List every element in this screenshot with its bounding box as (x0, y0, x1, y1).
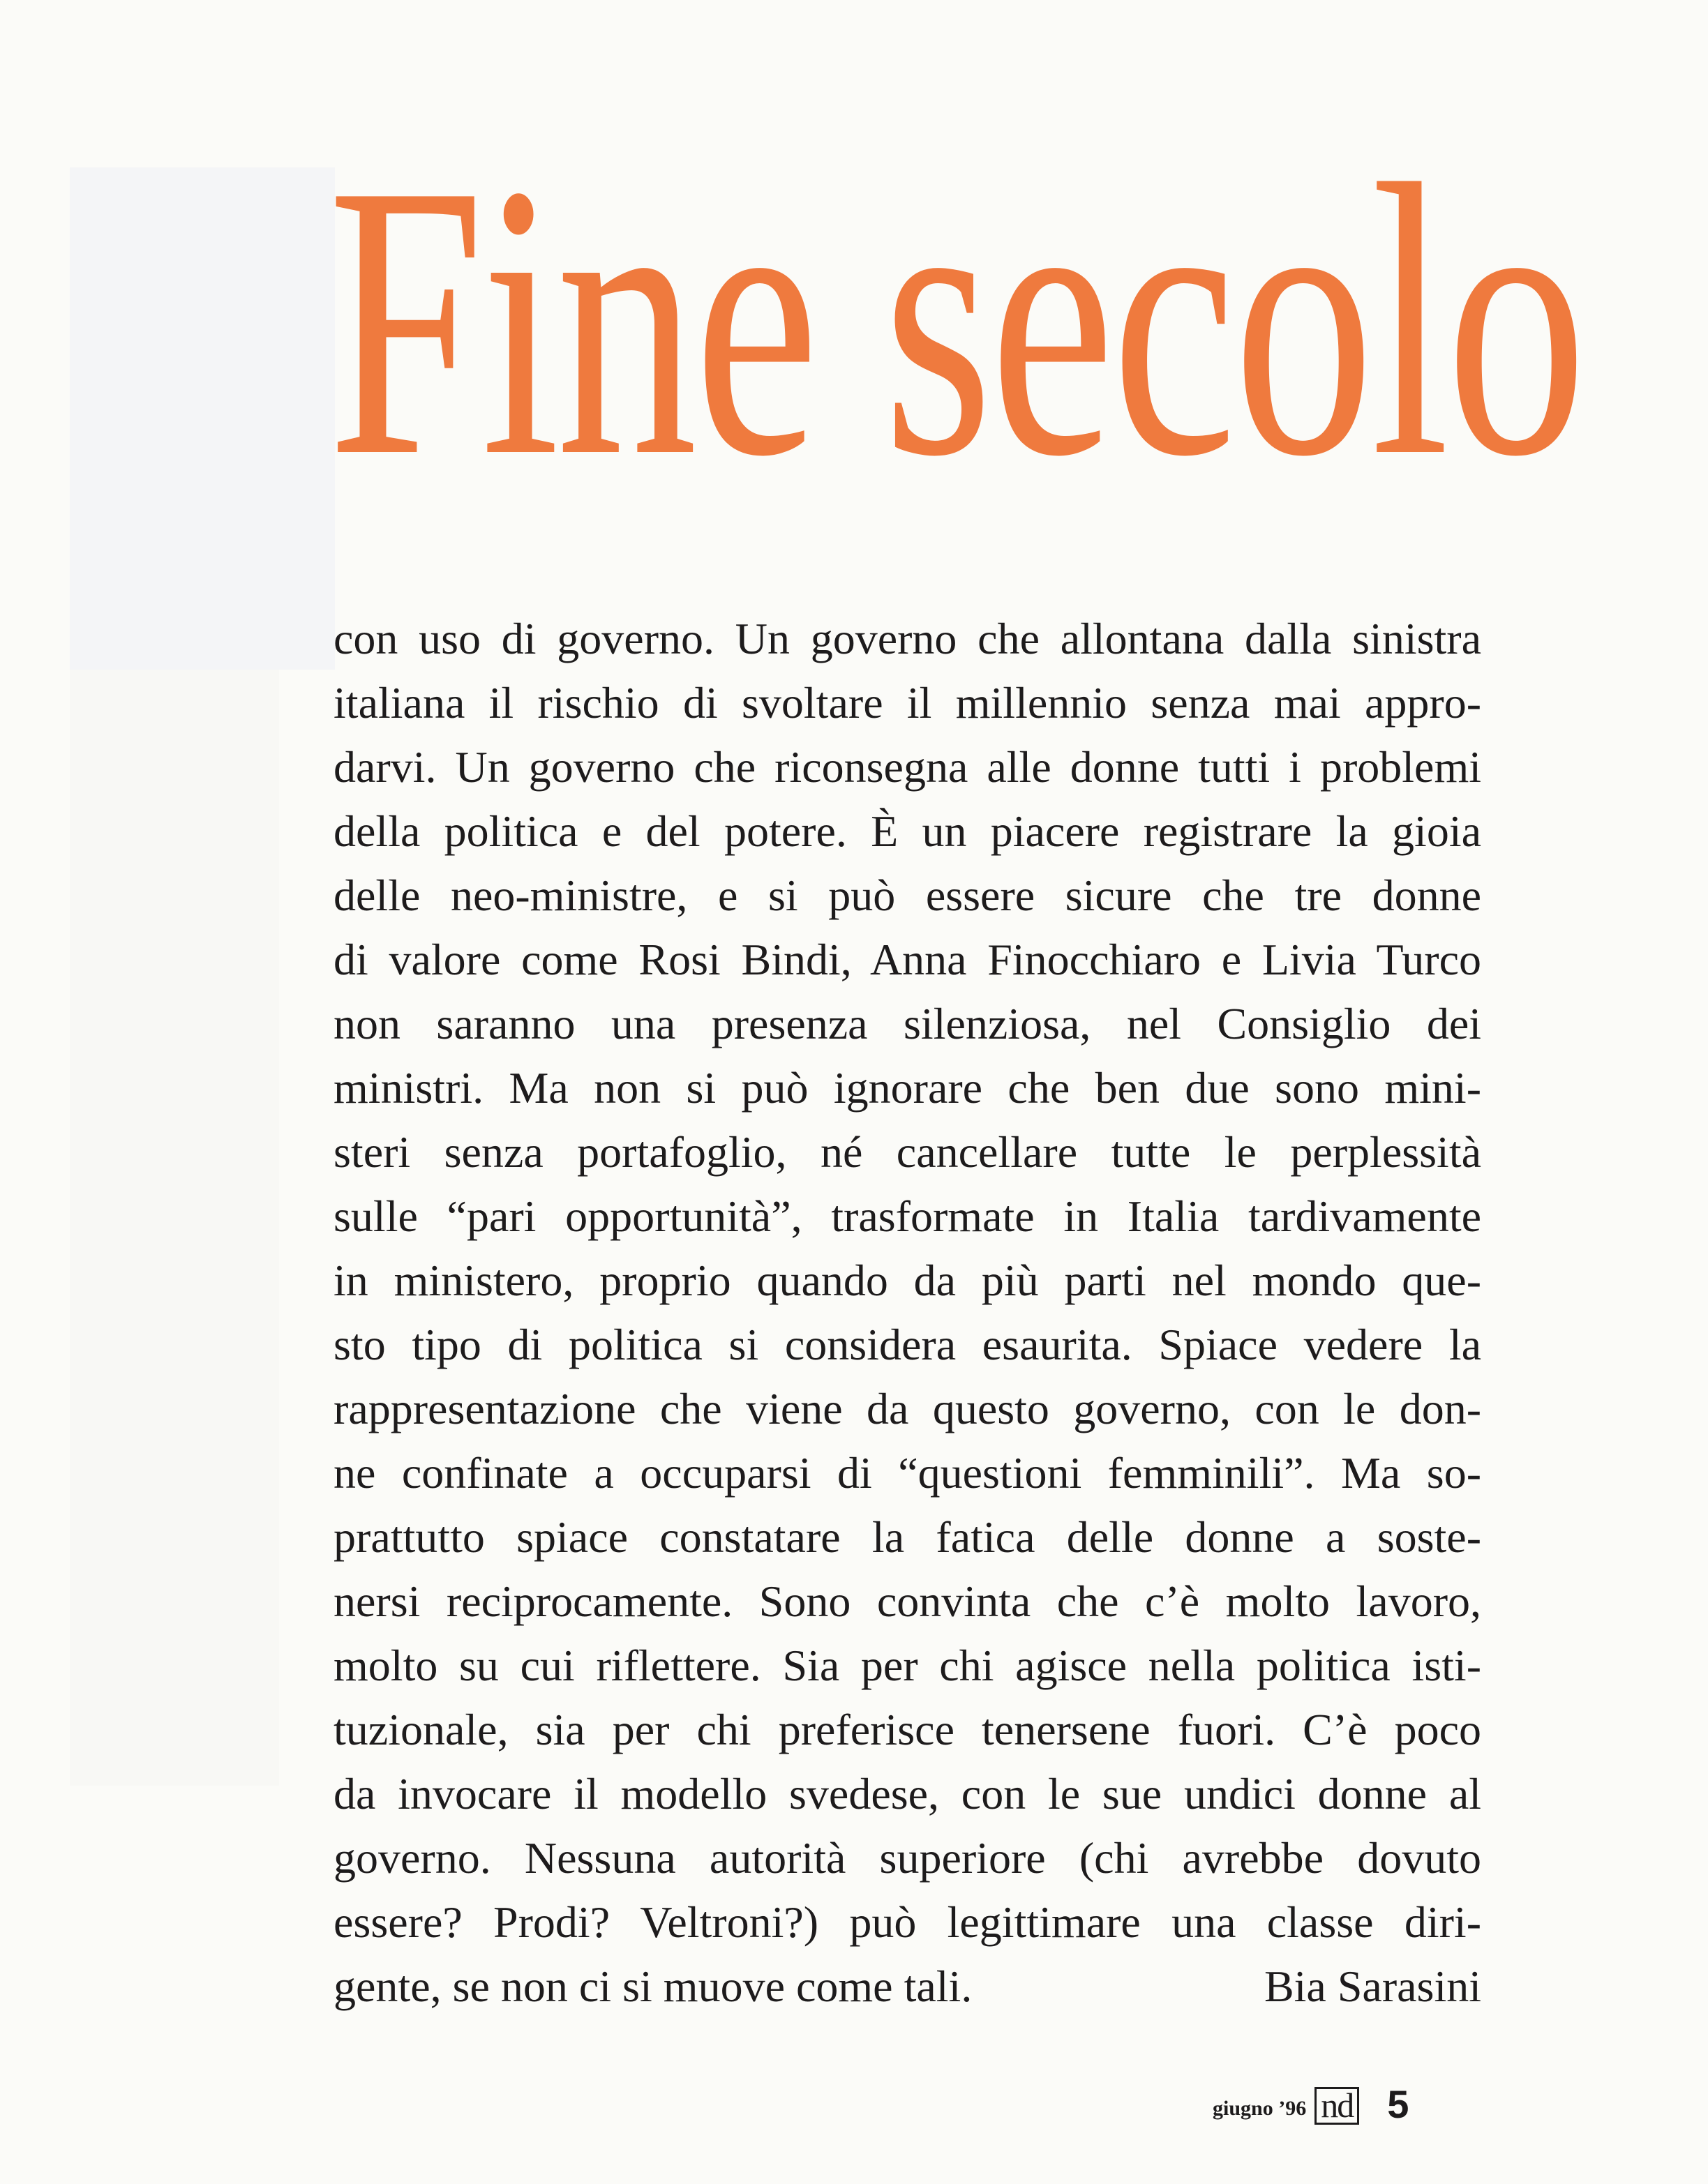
scan-bleed-shading (70, 167, 335, 670)
page-footer (1213, 2076, 1409, 2125)
article-line: in ministero, proprio quando da più parti nel mondo que- (334, 1256, 1481, 1305)
article-line: non saranno una presenza silenziosa, nel Consiglio dei (334, 999, 1481, 1048)
article-line: con uso di governo. Un governo che allontana dalla sinistra (334, 614, 1481, 663)
article-last-line (334, 1955, 1481, 2019)
article-line: steri senza portafoglio, né cancellare tutte le perplessità (334, 1127, 1481, 1177)
article-line: delle neo-ministre, e si può essere sicure che tre donne (334, 871, 1481, 920)
issue-date: giugno ’96 (1213, 2097, 1307, 2120)
article-line: di valore come Rosi Bindi, Anna Finocchiaro e Livia Turco (334, 935, 1481, 984)
article-line: molto su cui riflettere. Sia per chi agisce nella politica isti- (334, 1641, 1481, 1690)
scan-bleed-shading-lower (70, 670, 279, 1786)
article-line: essere? Prodi? Veltroni?) può legittimare una classe diri- (334, 1897, 1481, 1947)
magazine-logo: nd (1314, 2087, 1359, 2125)
article-line: tuzionale, sia per chi preferisce tenersene fuori. C’è poco (334, 1705, 1481, 1754)
article-line: governo. Nessuna autorità superiore (chi avrebbe dovuto (334, 1833, 1481, 1883)
article-line: nersi reciprocamente. Sono convinta che c’è molto lavoro, (334, 1576, 1481, 1626)
article-closing-text: gente, se non ci si muove come tali. (334, 1961, 973, 2011)
article-line: sulle “pari opportunità”, trasformate in Italia tardivamente (334, 1191, 1481, 1241)
article-line: italiana il rischio di svoltare il millennio senza mai appro- (334, 678, 1481, 728)
article-line: ne confinate a occuparsi di “questioni femminili”. Ma so- (334, 1448, 1481, 1498)
article-line: della politica e del potere. È un piacere registrare la gioia (334, 806, 1481, 856)
article-line: darvi. Un governo che riconsegna alle donne tutti i problemi (334, 742, 1481, 792)
article-body (334, 607, 1481, 2019)
author-signature: Bia Sarasini (1264, 1961, 1481, 2011)
article-line: rappresentazione che viene da questo governo, con le don- (334, 1384, 1481, 1433)
article-line: ministri. Ma non si può ignorare che ben due sono mini- (334, 1063, 1481, 1113)
article-line: da invocare il modello svedese, con le sue undici donne al (334, 1769, 1481, 1818)
page-number: 5 (1387, 2082, 1409, 2126)
headline: Fine secolo (328, 105, 1585, 537)
article-line: sto tipo di politica si considera esaurita. Spiace vedere la (334, 1320, 1481, 1369)
article-line: prattutto spiace constatare la fatica delle donne a soste- (334, 1512, 1481, 1562)
